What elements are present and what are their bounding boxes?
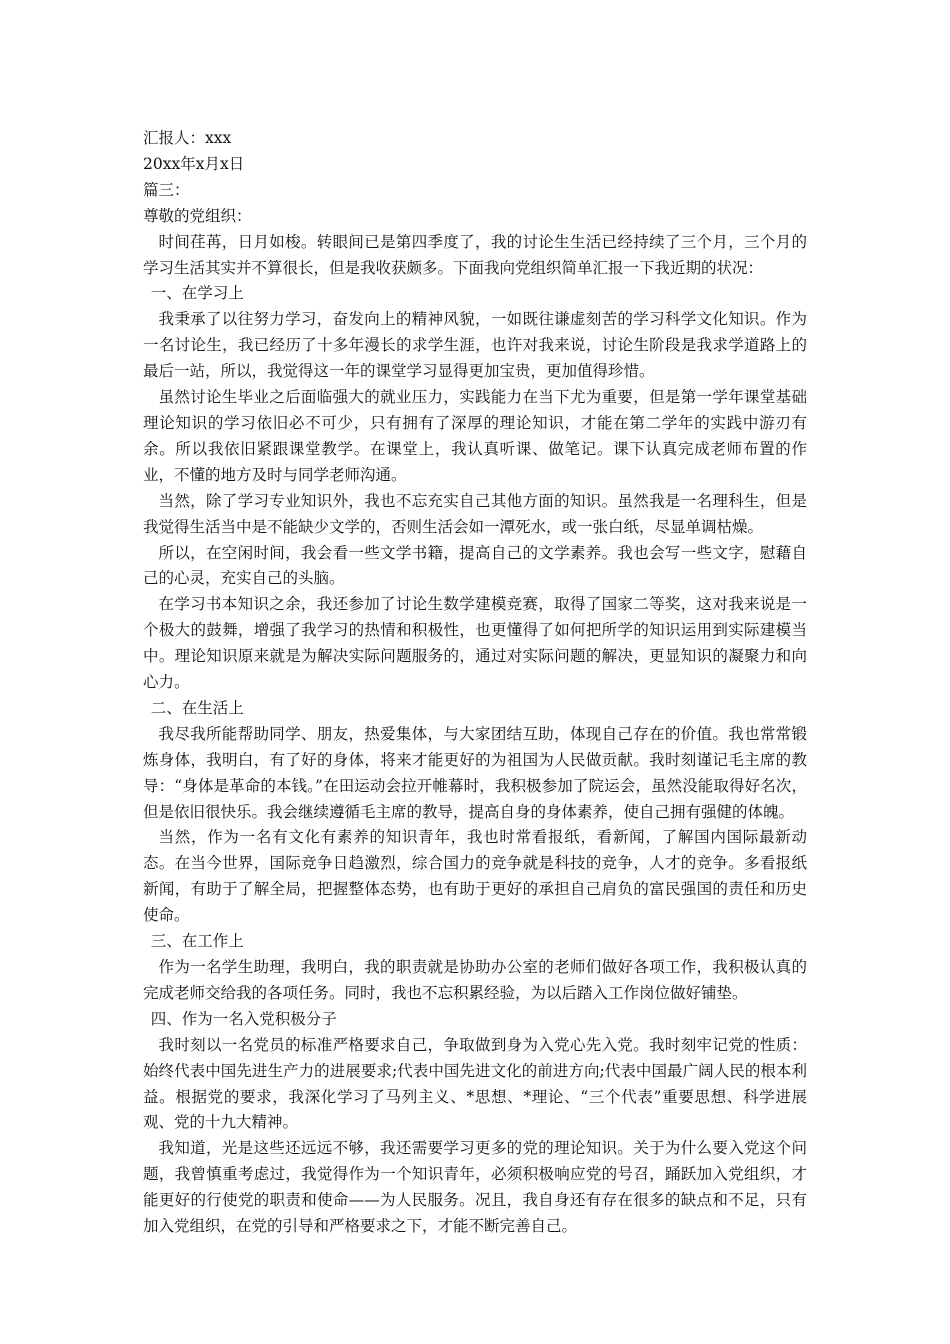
- date-line: 20xx年x月x日: [143, 154, 245, 173]
- heading-work: 三、在工作上: [150, 932, 244, 951]
- heading-study: 一、在学习上: [150, 284, 244, 303]
- paragraph-intro: 时间荏苒，日月如梭。转眼间已是第四季度了，我的讨论生生活已经持续了三个月，三个月的学习生活其实并不算很长，但是我收获颇多。下面我向党组织简单汇报一下我近期的状况：: [143, 232, 807, 277]
- paragraph-study-5: 在学习书本知识之余，我还参加了讨论生数学建模竞赛，取得了国家二等奖，这对我来说是一个极大的鼓舞，增强了我学习的热情和积极性，也更懂得了如何把所学的知识运用到实际建模当中。理论知识原来就是为解决实际问题服务的，通过对实际问题的解决，更显知识的凝聚力和向心力。: [143, 595, 807, 692]
- document-body: [143, 126, 807, 1240]
- paragraph-study-2: 虽然讨论生毕业之后面临强大的就业压力，实践能力在当下尤为重要，但是第一学年课堂基础理论知识的学习依旧必不可少，只有拥有了深厚的理论知识，才能在第二学年的实践中游刃有余。所以我依旧紧跟课堂教学。在课堂上，我认真听课、做笔记。课下认真完成老师布置的作业，不懂的地方及时与同学老师沟通。: [143, 388, 807, 484]
- paragraph-work-1: 作为一名学生助理，我明白，我的职责就是协助办公室的老师们做好各项工作，我积极认真的完成老师交给我的各项任务。同时，我也不忘积累经验，为以后踏入工作岗位做好铺垫。: [143, 958, 807, 1002]
- paragraph-party-2: 我知道，光是这些还远远不够，我还需要学习更多的党的理论知识。关于为什么要入党这个问题，我曾慎重考虑过，我觉得作为一个知识青年，必须积极响应党的号召，踊跃加入党组织，才能更好的行使党的职责和使命——为人民服务。况且，我自身还有存在很多的缺点和不足，只有加入党组织，在党的引导和严格要求之下，才能不断完善自己。: [143, 1139, 807, 1236]
- paragraph-study-4: 所以，在空闲时间，我会看一些文学书籍，提高自己的文学素养。我也会写一些文字，慰藉自己的心灵，充实自己的头脑。: [143, 543, 807, 588]
- heading-life: 二、在生活上: [150, 698, 244, 717]
- salutation: 尊敬的党组织：: [143, 206, 252, 225]
- paragraph-study-1: 我秉承了以往努力学习，奋发向上的精神风貌，一如既往谦虚刻苦的学习科学文化知识。作为一名讨论生，我已经历了十多年漫长的求学生涯，也许对我来说，讨论生阶段是我求学道路上的最后一站，所以，我觉得这一年的课堂学习显得更加宝贵，更加值得珍惜。: [143, 310, 807, 381]
- paragraph-study-3: 当然，除了学习专业知识外，我也不忘充实自己其他方面的知识。虽然我是一名理科生，但是我觉得生活当中是不能缺少文学的，否则生活会如一潭死水，或一张白纸，尽显单调枯燥。: [143, 491, 807, 536]
- heading-party: 四、作为一名入党积极分子: [150, 1009, 337, 1028]
- paragraph-life-2: 当然，作为一名有文化有素养的知识青年，我也时常看报纸，看新闻，了解国内国际最新动态。在当今世界，国际竞争日趋激烈，综合国力的竞争就是科技的竞争，人才的竞争。多看报纸新闻，有助于了解全局，把握整体态势，也有助于更好的承担自己肩负的富民强国的责任和历史使命。: [143, 828, 807, 925]
- paragraph-party-1: 我时刻以一名党员的标准严格要求自己，争取做到身为入党心先入党。我时刻牢记党的性质：始终代表中国先进生产力的进展要求;代表中国先进文化的前进方向;代表中国最广阔人民的根本利益。根据党的要求，我深化学习了马列主义、*思想、*理论、“三个代表”重要思想、科学进展观、党的十九大精神。: [143, 1035, 807, 1132]
- section-label: 篇三：: [143, 180, 190, 199]
- reporter-line: 汇报人：xxx: [143, 129, 232, 147]
- paragraph-life-1: 我尽我所能帮助同学、朋友，热爱集体，与大家团结互助，体现自己存在的价值。我也常常锻炼身体，我明白，有了好的身体，将来才能更好的为祖国为人民做贡献。我时刻谨记毛主席的教导：“身体是革命的本钱。”在田运动会拉开帷幕时，我积极参加了院运会，虽然没能取得好名次，但是依旧很快乐。我会继续遵循毛主席的教导，提高自身的身体素养，使自己拥有强健的体魄。: [143, 724, 807, 821]
